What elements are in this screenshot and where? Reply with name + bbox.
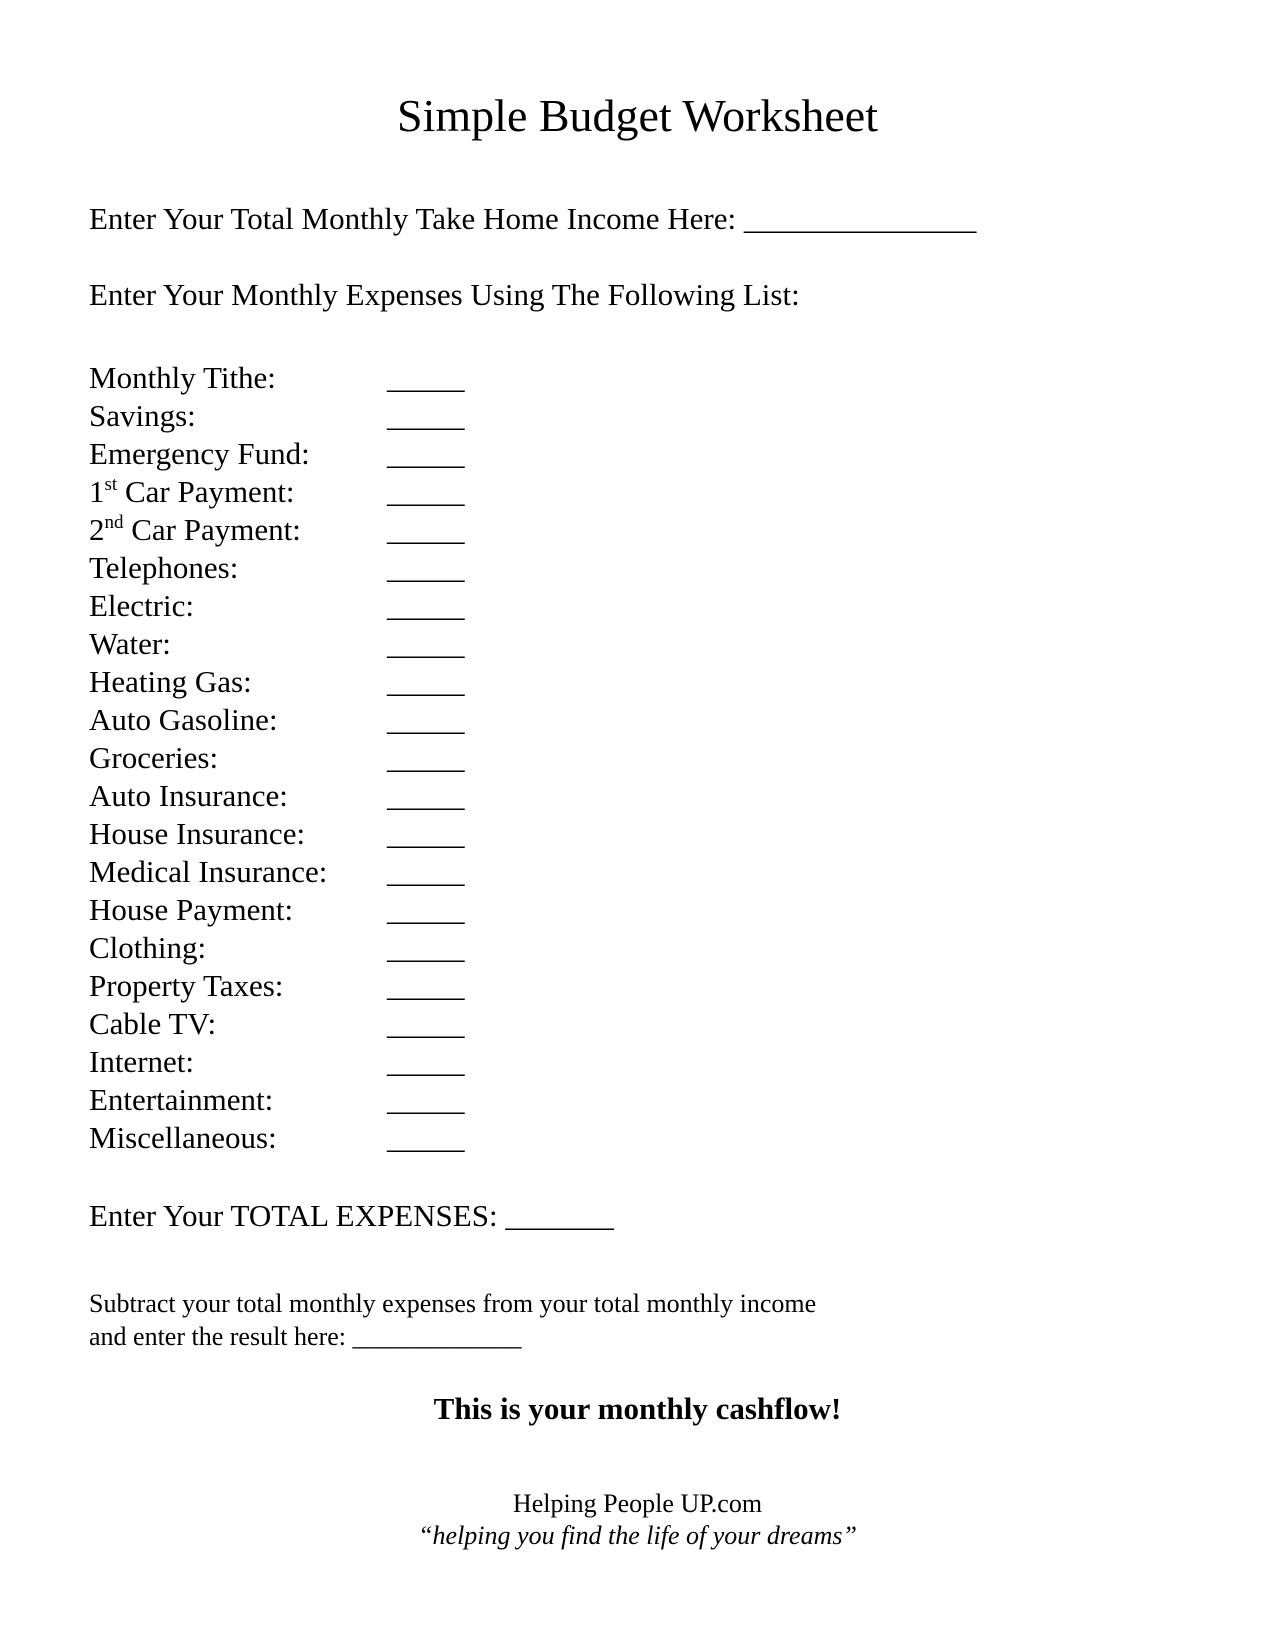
expense-row-second-car-payment bbox=[89, 511, 789, 549]
expense-row-internet bbox=[89, 1043, 789, 1081]
expense-blank: _____ bbox=[387, 854, 465, 889]
expense-blank: _____ bbox=[387, 664, 465, 699]
expense-label: Auto Gasoline: bbox=[89, 702, 278, 737]
ordinal-number: 2 bbox=[89, 512, 105, 547]
expense-blank: _____ bbox=[387, 360, 465, 395]
expense-label: Groceries: bbox=[89, 740, 219, 775]
expense-row-water bbox=[89, 625, 789, 663]
page-title: Simple Budget Worksheet bbox=[397, 90, 878, 141]
expense-label: Heating Gas: bbox=[89, 664, 252, 699]
expense-label: Auto Insurance: bbox=[89, 778, 288, 813]
expense-blank: _____ bbox=[387, 1006, 465, 1041]
expense-label: Internet: bbox=[89, 1044, 195, 1079]
expense-blank: _____ bbox=[387, 474, 465, 509]
expense-label: Savings: bbox=[89, 398, 196, 433]
expense-row-house-payment bbox=[89, 891, 789, 929]
expense-label: Electric: bbox=[89, 588, 194, 623]
expense-blank: _____ bbox=[387, 892, 465, 927]
expense-label: Telephones: bbox=[89, 550, 239, 585]
expense-blank: _____ bbox=[387, 626, 465, 661]
expense-label: Monthly Tithe: bbox=[89, 360, 276, 395]
expense-row-auto-gasoline bbox=[89, 701, 789, 739]
subtract-line-2: and enter the result here: _____________ bbox=[89, 1322, 522, 1351]
expense-blank: _____ bbox=[387, 702, 465, 737]
expense-row-cable-tv bbox=[89, 1005, 789, 1043]
expense-label: House Insurance: bbox=[89, 816, 306, 851]
expense-label bbox=[89, 473, 295, 511]
expense-row-property-taxes bbox=[89, 967, 789, 1005]
expense-row-clothing bbox=[89, 929, 789, 967]
ordinal-suffix: st bbox=[104, 474, 118, 495]
expense-blank: _____ bbox=[387, 1120, 465, 1155]
ordinal-number: 1 bbox=[89, 474, 105, 509]
ordinal-suffix: nd bbox=[104, 512, 124, 533]
expense-row-savings bbox=[89, 397, 789, 435]
expense-label: Clothing: bbox=[89, 930, 207, 965]
expense-row-miscellaneous bbox=[89, 1119, 789, 1157]
expense-row-groceries bbox=[89, 739, 789, 777]
expense-label: Water: bbox=[89, 626, 171, 661]
expense-blank: _____ bbox=[387, 740, 465, 775]
cashflow-statement: This is your monthly cashflow! bbox=[433, 1391, 842, 1426]
expense-row-emergency-fund bbox=[89, 435, 789, 473]
expense-row-house-insurance bbox=[89, 815, 789, 853]
expense-blank: _____ bbox=[387, 778, 465, 813]
expense-blank: _____ bbox=[387, 968, 465, 1003]
total-expenses-line: Enter Your TOTAL EXPENSES: _______ bbox=[89, 1198, 614, 1233]
expense-row-heating-gas bbox=[89, 663, 789, 701]
expense-blank: _____ bbox=[387, 816, 465, 851]
footer-site-name: Helping People UP.com bbox=[512, 1489, 763, 1518]
label-text: Car Payment: bbox=[117, 474, 295, 509]
expense-blank: _____ bbox=[387, 512, 465, 547]
expense-row-entertainment bbox=[89, 1081, 789, 1119]
expense-row-electric bbox=[89, 587, 789, 625]
expense-row-auto-insurance bbox=[89, 777, 789, 815]
expense-blank: _____ bbox=[387, 398, 465, 433]
expense-row-medical-insurance bbox=[89, 853, 789, 891]
expense-row-monthly-tithe bbox=[89, 359, 789, 397]
expense-list bbox=[89, 359, 789, 1157]
expense-blank: _____ bbox=[387, 436, 465, 471]
expense-row-first-car-payment bbox=[89, 473, 789, 511]
subtract-instructions bbox=[89, 1287, 816, 1353]
expense-blank: _____ bbox=[387, 1082, 465, 1117]
income-line: Enter Your Total Monthly Take Home Income Here: _______________ bbox=[89, 201, 977, 236]
expense-blank: _____ bbox=[387, 588, 465, 623]
footer-tagline: “helping you find the life of your dreams” bbox=[418, 1521, 857, 1550]
expense-label: Cable TV: bbox=[89, 1006, 217, 1041]
expenses-intro: Enter Your Monthly Expenses Using The Following List: bbox=[89, 277, 800, 312]
expense-label: Medical Insurance: bbox=[89, 854, 328, 889]
expense-blank: _____ bbox=[387, 550, 465, 585]
subtract-line-1: Subtract your total monthly expenses from your total monthly income bbox=[89, 1289, 817, 1318]
expense-blank: _____ bbox=[387, 930, 465, 965]
expense-label: Property Taxes: bbox=[89, 968, 284, 1003]
expense-label bbox=[89, 511, 301, 549]
expense-label: Entertainment: bbox=[89, 1082, 274, 1117]
expense-label: House Payment: bbox=[89, 892, 294, 927]
expense-label: Miscellaneous: bbox=[89, 1120, 277, 1155]
label-text: Car Payment: bbox=[123, 512, 301, 547]
expense-label: Emergency Fund: bbox=[89, 436, 310, 471]
expense-blank: _____ bbox=[387, 1044, 465, 1079]
expense-row-telephones bbox=[89, 549, 789, 587]
